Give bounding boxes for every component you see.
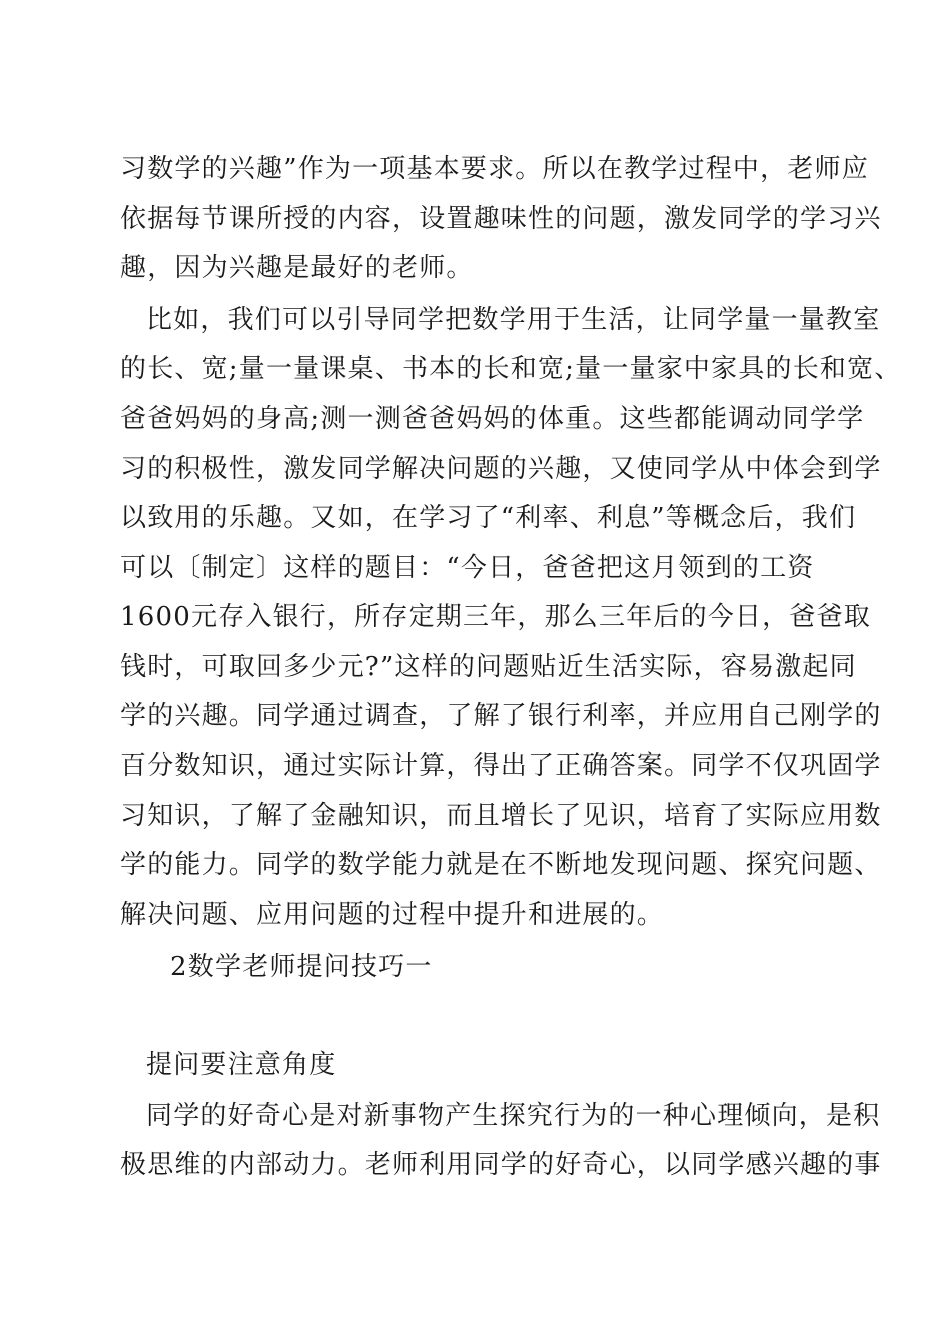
subheading: 提问要注意角度: [146, 1050, 337, 1080]
paragraph-line: 1600元存入银行，所存定期三年，那么三年后的今日，爸爸取: [120, 602, 871, 632]
paragraph-line: 极思维的内部动力。老师利用同学的好奇心，以同学感兴趣的事: [120, 1150, 882, 1180]
paragraph-line: 趣，因为兴趣是最好的老师。: [120, 253, 474, 283]
paragraph-line: 依据每节课所授的内容，设置趣味性的问题，激发同学的学习兴: [120, 204, 882, 234]
paragraph-line: 可以〔制定〕这样的题目：“今日，爸爸把这月领到的工资: [120, 553, 815, 583]
paragraph-line: 学的能力。同学的数学能力就是在不断地发现问题、探究问题、: [120, 850, 882, 880]
paragraph-line: 爸爸妈妈的身高;测一测爸爸妈妈的体重。这些都能调动同学学: [120, 404, 865, 434]
paragraph-line: 习数学的兴趣”作为一项基本要求。所以在教学过程中，老师应: [120, 154, 869, 184]
paragraph-line: 同学的好奇心是对新事物产生探究行为的一种心理倾向，是积: [146, 1101, 881, 1131]
paragraph-line: 钱时，可取回多少元?”这样的问题贴近生活实际，容易激起同: [120, 652, 857, 682]
paragraph-line: 习知识，了解了金融知识，而且增长了见识，培育了实际应用数: [120, 801, 882, 831]
paragraph-line: 百分数知识，通过实际计算，得出了正确答案。同学不仅巩固学: [120, 751, 882, 781]
paragraph-line: 以致用的乐趣。又如，在学习了“利率、利息”等概念后，我们: [120, 503, 857, 533]
paragraph-line: 的长、宽;量一量课桌、书本的长和宽;量一量家中家具的长和宽、: [120, 354, 902, 384]
paragraph-line: 习的积极性，激发同学解决问题的兴趣，又使同学从中体会到学: [120, 454, 882, 484]
paragraph-line: 解决问题、应用问题的过程中提升和进展的。: [120, 900, 665, 930]
section-heading: 2数学老师提问技巧一: [170, 952, 433, 982]
paragraph-line: 比如，我们可以引导同学把数学用于生活，让同学量一量教室: [146, 305, 881, 335]
paragraph-line: 学的兴趣。同学通过调查，了解了银行利率，并应用自己刚学的: [120, 701, 882, 731]
